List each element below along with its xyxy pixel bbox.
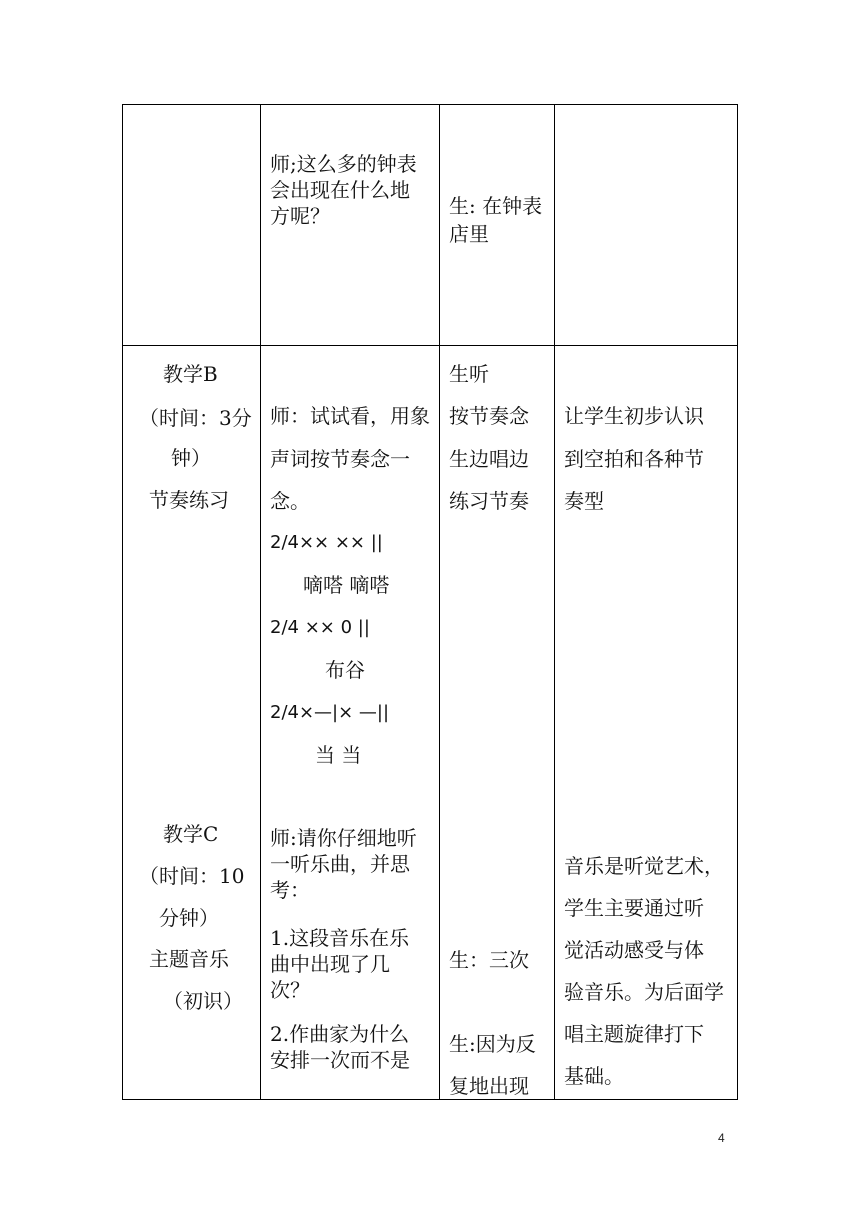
student-line: 店里 bbox=[449, 222, 489, 246]
column-divider bbox=[439, 105, 440, 1099]
teacher-line: 方呢？ bbox=[270, 204, 330, 228]
student-line: 生边唱边 bbox=[449, 447, 529, 471]
rhythm-notation: 2/4×× ×× || bbox=[270, 532, 383, 553]
purpose-line: 音乐是听觉艺术， bbox=[564, 854, 724, 878]
row-divider bbox=[123, 345, 737, 346]
teacher-line: 一听乐曲，并思 bbox=[270, 852, 410, 876]
teacher-line: 会出现在什么地 bbox=[270, 178, 410, 202]
stage-b-title: 教学B bbox=[163, 362, 218, 386]
student-line: 生:因为反 bbox=[449, 1032, 536, 1056]
rhythm-syllables: 当 当 bbox=[315, 743, 362, 767]
student-line: 复地出现 bbox=[449, 1074, 529, 1098]
student-line: 生：三次 bbox=[449, 948, 529, 972]
teacher-line: 2.作曲家为什么 bbox=[270, 1022, 410, 1046]
purpose-line: 觉活动感受与体 bbox=[564, 938, 704, 962]
lesson-table bbox=[122, 104, 738, 1100]
teacher-line: 声词按节奏念一 bbox=[270, 447, 410, 471]
stage-c-time: （时间：10 bbox=[139, 864, 245, 888]
student-line: 练习节奏 bbox=[449, 489, 529, 513]
purpose-line: 唱主题旋律打下 bbox=[564, 1022, 704, 1046]
teacher-line: 师;这么多的钟表 bbox=[270, 152, 417, 176]
purpose-line: 学生主要通过听 bbox=[564, 896, 704, 920]
stage-c-activity: （初识） bbox=[163, 989, 243, 1013]
rhythm-notation: 2/4×—|× —|| bbox=[270, 702, 390, 723]
teacher-line: 考： bbox=[270, 878, 310, 902]
teacher-line: 师：试试看，用象 bbox=[270, 404, 430, 428]
purpose-line: 基础。 bbox=[564, 1064, 624, 1088]
purpose-line: 验音乐。为后面学 bbox=[564, 980, 724, 1004]
rhythm-syllables: 布谷 bbox=[325, 658, 365, 682]
teacher-line: 1.这段音乐在乐 bbox=[270, 926, 410, 950]
purpose-line: 奏型 bbox=[564, 489, 604, 513]
purpose-line: 让学生初步认识 bbox=[564, 404, 704, 428]
student-line: 按节奏念 bbox=[449, 404, 529, 428]
teacher-line: 念。 bbox=[270, 489, 310, 513]
teacher-line: 师:请你仔细地听 bbox=[270, 826, 417, 850]
purpose-line: 到空拍和各种节 bbox=[564, 447, 704, 471]
teacher-line: 安排一次而不是 bbox=[270, 1048, 410, 1072]
column-divider bbox=[260, 105, 261, 1099]
rhythm-syllables: 嘀嗒 嘀嗒 bbox=[303, 573, 390, 597]
stage-c-title: 教学C bbox=[163, 822, 219, 846]
stage-b-time: 钟） bbox=[171, 446, 211, 470]
stage-c-time: 分钟） bbox=[159, 906, 219, 930]
stage-c-activity: 主题音乐 bbox=[149, 947, 229, 971]
teacher-line: 次？ bbox=[270, 978, 310, 1002]
stage-b-activity: 节奏练习 bbox=[149, 488, 229, 512]
student-line: 生: 在钟表 bbox=[449, 194, 543, 218]
stage-b-time: （时间：3分 bbox=[139, 406, 252, 430]
teacher-line: 曲中出现了几 bbox=[270, 952, 390, 976]
rhythm-notation: 2/4 ×× 0 || bbox=[270, 617, 370, 638]
student-line: 生听 bbox=[449, 362, 489, 386]
column-divider bbox=[554, 105, 555, 1099]
page-number: 4 bbox=[718, 1131, 725, 1145]
